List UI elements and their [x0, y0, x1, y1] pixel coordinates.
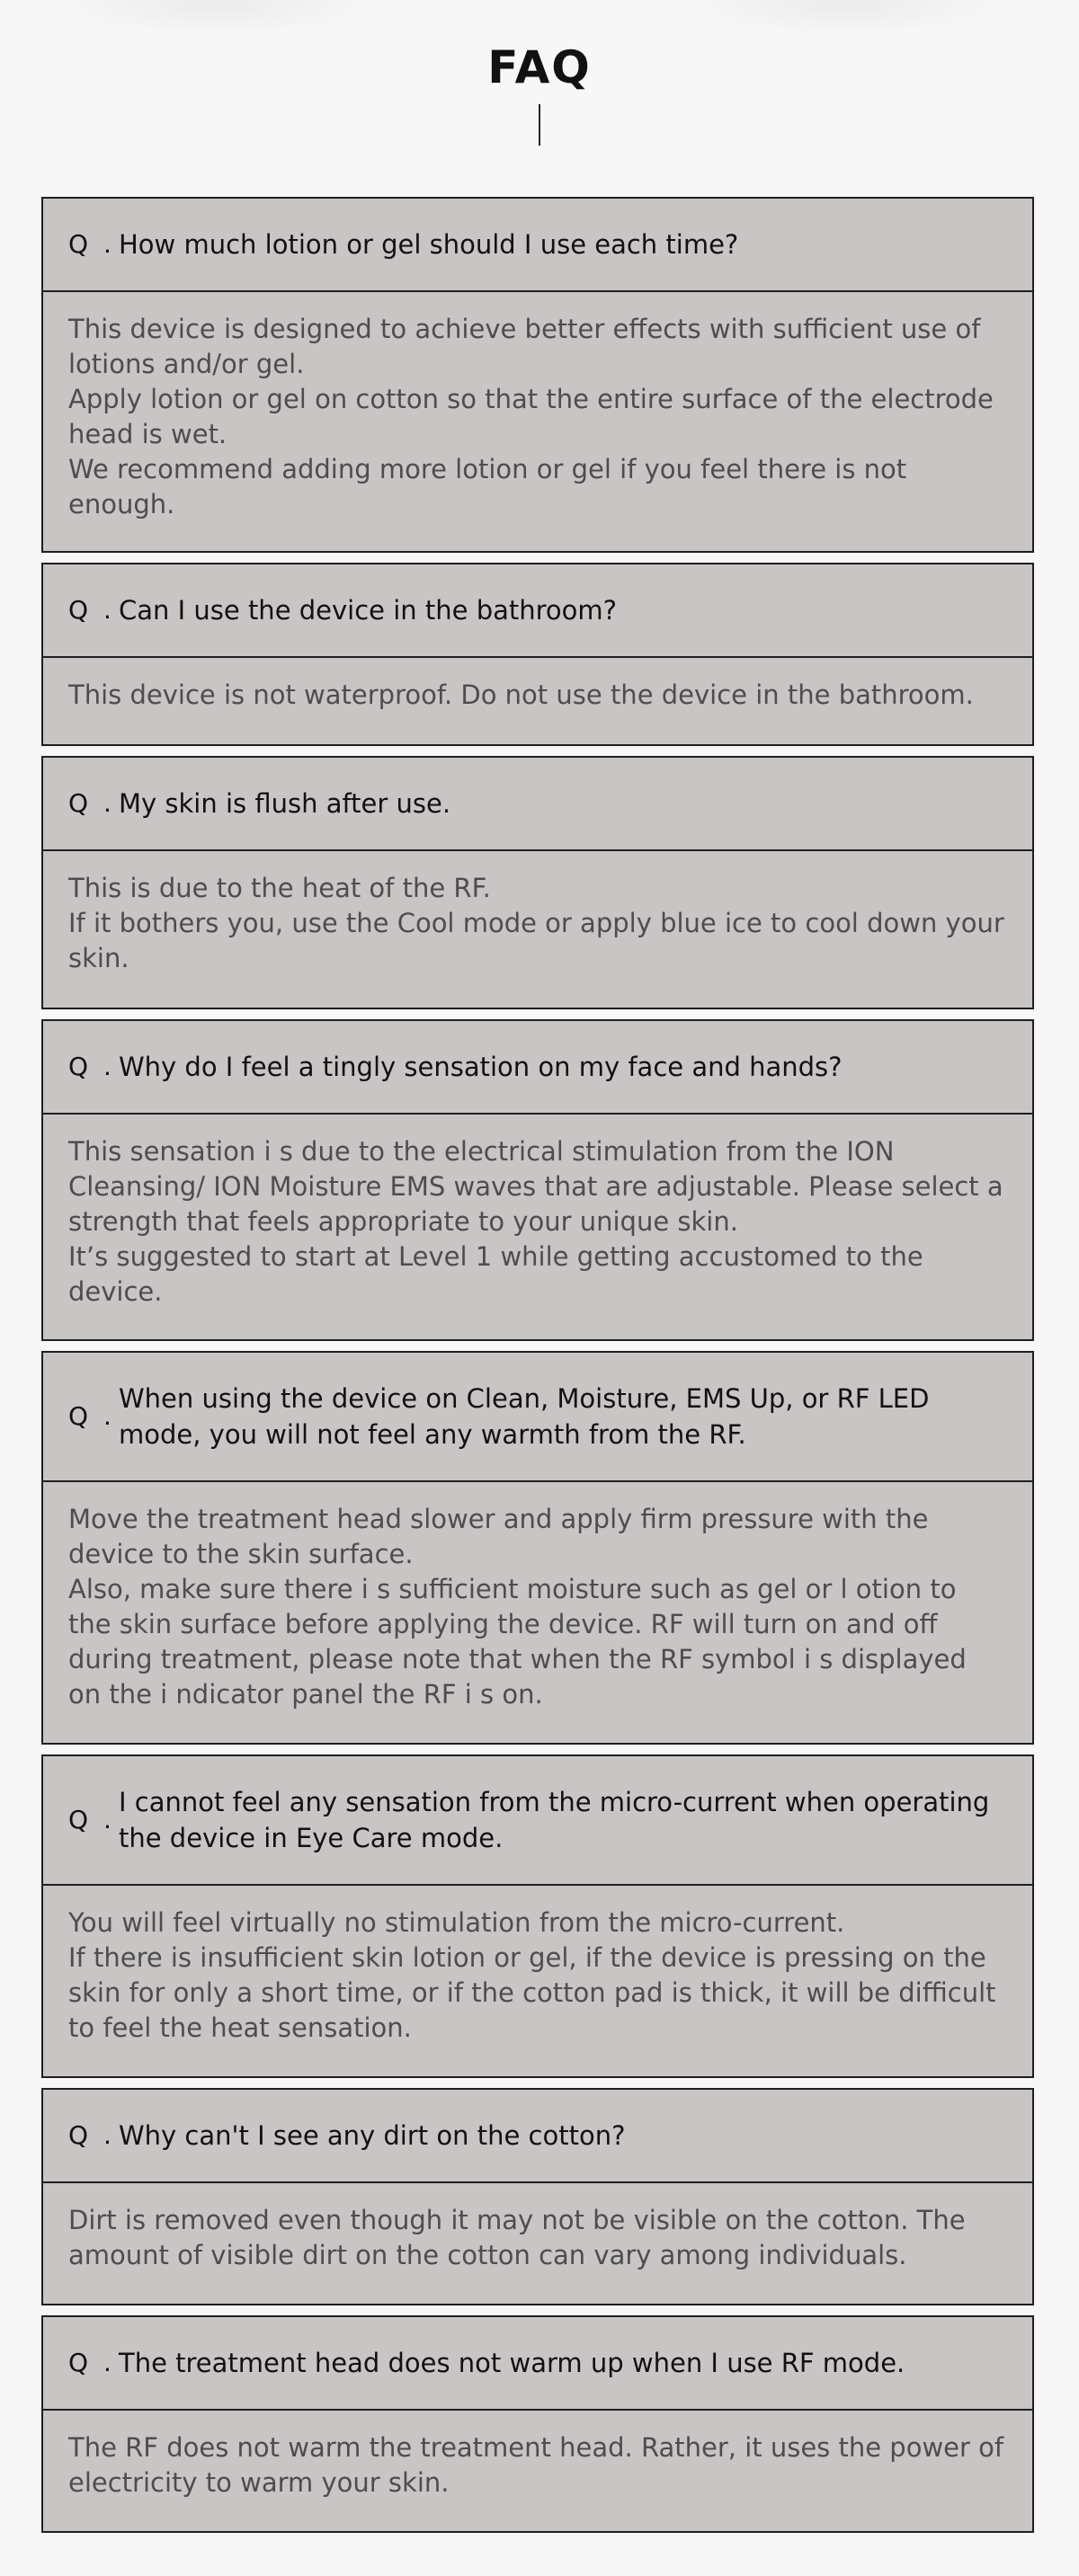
faq-question-row[interactable] [43, 758, 1032, 851]
q-marker: Q . [68, 595, 115, 625]
faq-question-row[interactable] [43, 2317, 1032, 2411]
faq-question: The treatment head does not warm up when I use RF mode. [119, 2348, 905, 2378]
page-header [0, 34, 1079, 101]
faq-question: My skin is flush after use. [119, 788, 451, 819]
answer-line: Dirt is removed even though it may not be visible on the cotton. The amount of visible dirt on the cotton can vary among individuals. [68, 2205, 966, 2270]
faq-item [41, 2088, 1034, 2305]
answer-line: Also, make sure there i s sufficient moisture such as gel or l otion to the skin surface before applying the device. RF will turn on and off during treatment, please note that when the RF symbol i s displayed on the i ndicator panel the RF i s on. [68, 1574, 967, 1710]
faq-question: How much lotion or gel should I use each time? [119, 229, 739, 260]
faq-answer [43, 2411, 1032, 2531]
answer-line: This device is not waterproof. Do not use the device in the bathroom. [68, 680, 974, 710]
q-marker: Q . [68, 2348, 115, 2377]
title-divider [539, 104, 540, 146]
faq-question-row[interactable] [43, 2090, 1032, 2183]
answer-line: If there is insufficient skin lotion or gel, if the device is pressing on the skin for only a short time, or if the cotton pad is thick, it will be difficult to feel the heat sensation. [68, 1942, 996, 2043]
faq-item [41, 197, 1034, 553]
q-marker: Q . [68, 1805, 115, 1834]
faq-item [41, 1754, 1034, 2078]
q-marker: Q . [68, 229, 115, 259]
answer-line: The RF does not warm the treatment head. Rather, it uses the power of electricity to warm your skin. [68, 2432, 1004, 2498]
q-marker: Q . [68, 2120, 115, 2150]
answer-line: Move the treatment head slower and apply firm pressure with the device to the skin surface. [68, 1504, 929, 1569]
answer-line: This sensation i s due to the electrical stimulation from the ION Cleansing/ ION Moisture EMS waves that are adjustable. Please select a strength that feels appropriate to your unique skin. [68, 1136, 1003, 1237]
answer-line: If it bothers you, use the Cool mode or apply blue ice to cool down your skin. [68, 908, 1004, 973]
faq-answer [43, 2183, 1032, 2304]
faq-answer [43, 1482, 1032, 1743]
faq-question: Why can't I see any dirt on the cotton? [119, 2120, 626, 2151]
faq-question-row[interactable] [43, 564, 1032, 658]
faq-item [41, 1019, 1034, 1341]
faq-answer [43, 851, 1032, 1008]
faq-question: I cannot feel any sensation from the micro-current when operating the device in Eye Care mode. [119, 1787, 990, 1853]
q-marker: Q . [68, 1052, 115, 1081]
faq-item [41, 563, 1034, 746]
page-title: FAQ [487, 41, 592, 93]
faq-question-row[interactable] [43, 199, 1032, 292]
faq-item [41, 1351, 1034, 1745]
faq-question: Why do I feel a tingly sensation on my face and hands? [119, 1052, 843, 1082]
faq-question-row[interactable] [43, 1756, 1032, 1886]
faq-answer [43, 1115, 1032, 1339]
faq-question: Can I use the device in the bathroom? [119, 595, 618, 626]
answer-line: This is due to the heat of the RF. [68, 873, 491, 903]
faq-question-row[interactable] [43, 1021, 1032, 1115]
faq-answer [43, 1886, 1032, 2076]
q-marker: Q . [68, 1401, 115, 1431]
q-marker: Q . [68, 788, 115, 818]
faq-question-row[interactable] [43, 1353, 1032, 1482]
answer-line: Apply lotion or gel on cotton so that the entire surface of the electrode head is wet. [68, 384, 994, 449]
answer-line: We recommend adding more lotion or gel if you feel there is not enough. [68, 454, 907, 520]
answer-line: This device is designed to achieve better effects with sufficient use of lotions and/or gel. [68, 314, 981, 379]
faq-list [41, 197, 1034, 2543]
faq-item [41, 756, 1034, 1009]
answer-line: You will feel virtually no stimulation from the micro-current. [68, 1907, 845, 1938]
faq-answer [43, 292, 1032, 551]
faq-question: When using the device on Clean, Moisture, EMS Up, or RF LED mode, you will not feel any warmth from the RF. [119, 1383, 930, 1450]
answer-line: It’s suggested to start at Level 1 while getting accustomed to the device. [68, 1241, 923, 1307]
faq-answer [43, 658, 1032, 744]
faq-item [41, 2315, 1034, 2533]
